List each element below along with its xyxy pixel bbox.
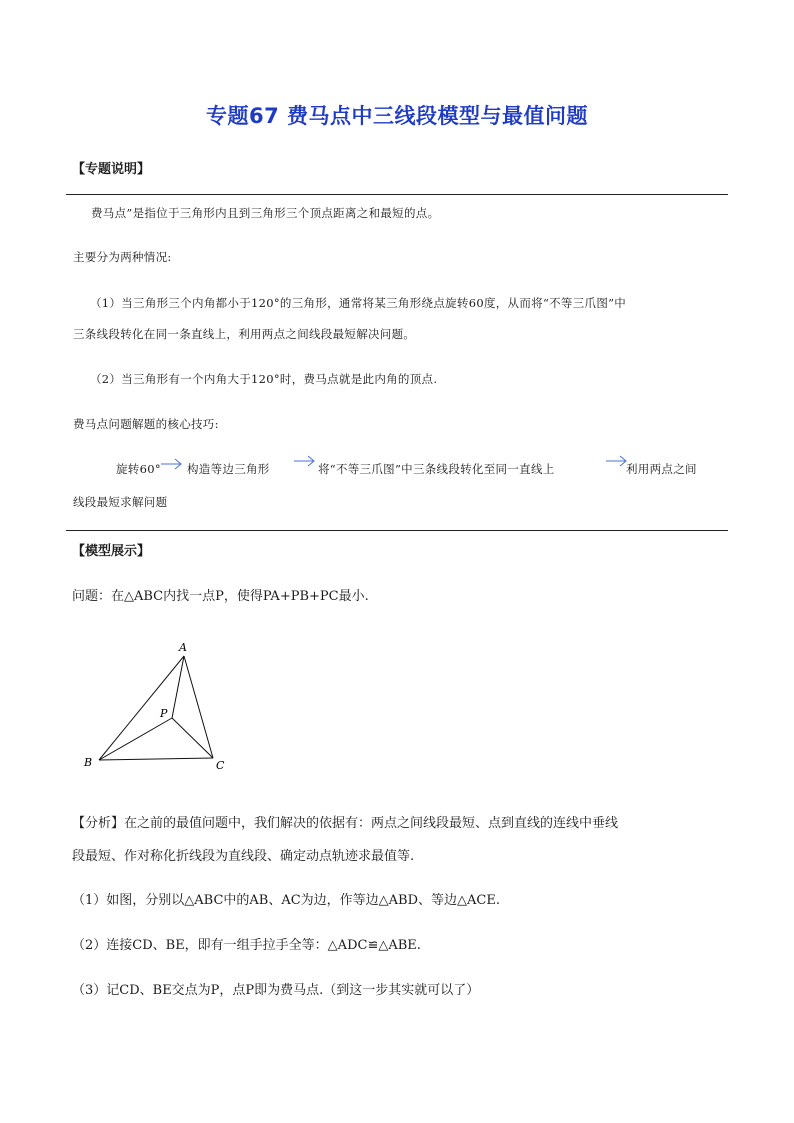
- arrow-icon: [160, 458, 184, 470]
- analysis-line1: 【分析】在之前的最值问题中，我们解决的依据有：两点之间线段最短、点到直线的连线中垂线: [72, 816, 619, 831]
- paragraph-case1-line2: 三条线段转化在同一条直线上，利用两点之间线段最短解决问题。: [73, 327, 416, 341]
- label-b: B: [84, 756, 93, 769]
- paragraph-case1-line1: （1）当三角形三个内角都小于120°的三角形，通常将某三角形绕点旋转60度，从而将“不等三爪图”中: [90, 296, 627, 310]
- step-transform: 将“不等三爪图”中三条线段转化至同一直线上: [318, 462, 555, 476]
- problem-statement: 问题：在△ABC内找一点P，使得PA+PB+PC最小.: [72, 589, 369, 604]
- divider-top: [66, 194, 728, 195]
- segment-pb: [99, 718, 172, 760]
- step-3: （3）记CD、BE交点为P，点P即为费马点.（到这一步其实就可以了）: [72, 983, 480, 998]
- step-tail: 线段最短求解问题: [73, 495, 168, 509]
- triangle-figure: [78, 634, 238, 774]
- paragraph-core-skills: 费马点问题解题的核心技巧:: [73, 417, 219, 431]
- page-title: 专题67 费马点中三线段模型与最值问题: [205, 104, 589, 128]
- paragraph-cases-intro: 主要分为两种情况:: [73, 250, 172, 264]
- step-rotate: 旋转60°: [116, 462, 161, 476]
- analysis-line2: 段最短、作对称化折线段为直线段、确定动点轨迹求最值等.: [72, 849, 415, 864]
- step-1: （1）如图，分别以△ABC中的AB、AC为边，作等边△ABD、等边△ACE.: [72, 893, 500, 908]
- paragraph-case2: （2）当三角形有一个内角大于120°时，费马点就是此内角的顶点.: [90, 372, 438, 386]
- section-heading-model: 【模型展示】: [72, 544, 151, 559]
- label-c: C: [216, 759, 225, 772]
- step-equilateral: 构造等边三角形: [187, 462, 270, 476]
- segment-ab: [99, 656, 184, 760]
- paragraph-definition: 费马点”是指位于三角形内且到三角形三个顶点距离之和最短的点。: [91, 206, 440, 220]
- label-a: A: [179, 641, 187, 654]
- segment-pa: [172, 656, 184, 718]
- step-shortest: 利用两点之间: [626, 462, 697, 476]
- arrow-icon: [293, 455, 317, 467]
- label-p: P: [160, 707, 168, 720]
- segment-ac: [184, 656, 213, 758]
- step-2: （2）连接CD、BE，即有一组手拉手全等：△ADC≌△ABE.: [72, 938, 421, 953]
- segment-bc: [99, 758, 213, 760]
- section-heading-description: 【专题说明】: [72, 162, 151, 177]
- divider-bottom: [66, 530, 728, 531]
